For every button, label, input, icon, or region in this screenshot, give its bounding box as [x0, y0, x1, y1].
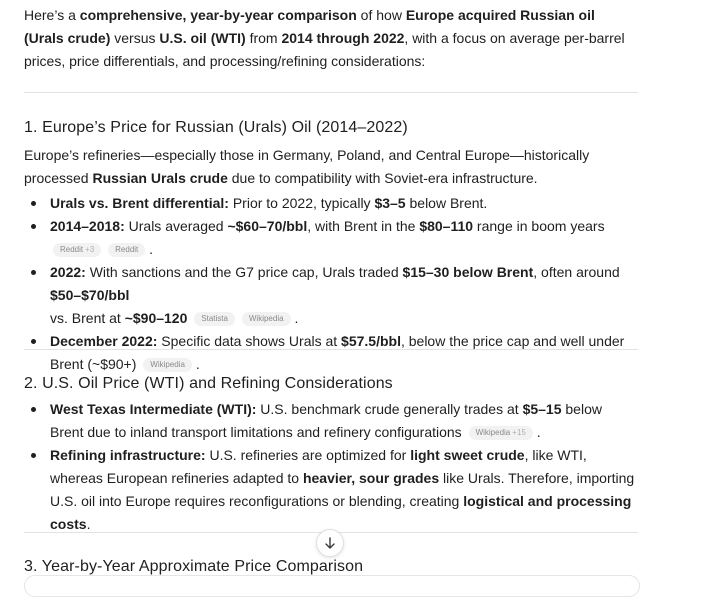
source-chip-reddit[interactable]: Reddit	[108, 243, 145, 257]
bullet-label: West Texas Intermediate (WTI):	[50, 401, 257, 417]
bullet-label: 2022:	[50, 264, 86, 280]
bullet-text: below Brent.	[405, 195, 488, 211]
bullet-text: , with Brent in the	[307, 218, 420, 234]
list-item	[24, 444, 638, 536]
bullet-text: Prior to 2022, typically	[228, 195, 375, 211]
bullet-bold: heavier, sour grades	[302, 470, 440, 486]
bullet-bold: $5–15	[522, 401, 562, 417]
bullet-label: Urals vs. Brent differential:	[50, 195, 229, 211]
intro-bold: Europe acquired Russian oil (Urals crude)	[24, 7, 595, 46]
bullet-text: .	[86, 516, 91, 532]
paragraph-text: due to compatibility with Soviet-era infrastructure.	[227, 170, 538, 186]
bullet-text: .	[294, 310, 299, 326]
paragraph-text: Europe’s refineries—especially those in Germany, Poland, and Central Europe—historically processed	[24, 147, 590, 186]
chip-count: +15	[512, 428, 526, 437]
chip-label: Reddit	[60, 245, 84, 254]
bullet-bold: ~$90–120	[124, 310, 188, 326]
intro-paragraph	[24, 4, 638, 73]
intro-bold: 2014 through 2022	[281, 30, 405, 46]
bullet-bold: $15–30 below Brent	[402, 264, 534, 280]
bullet-text: like Urals. Therefore, importing U.S. oil into Europe requires reconfigurations or blending, creating	[50, 470, 635, 509]
list-item	[24, 398, 638, 444]
bullet-text: , often around	[533, 264, 620, 280]
paragraph-bold: Russian Urals crude	[92, 170, 228, 186]
arrow-down-icon	[323, 536, 337, 550]
bullet-text: , below the price cap and well under Brent (~$90+)	[50, 333, 625, 372]
list-item	[24, 261, 638, 330]
section-3-heading: 3. Year-by-Year Approximate Price Comparison	[24, 558, 364, 575]
bullet-text: With sanctions and the G7 price cap, Urals traded	[85, 264, 403, 280]
intro-text: from	[245, 30, 282, 46]
bullet-text: below Brent due to inland transport limitations and refinery configurations	[50, 401, 602, 440]
intro-text: Here’s a	[24, 7, 80, 23]
intro-text: versus	[110, 30, 160, 46]
chip-count: +3	[85, 245, 95, 254]
list-item	[24, 192, 638, 215]
section-divider	[24, 92, 638, 93]
scroll-to-bottom-button[interactable]	[316, 529, 344, 557]
bullet-label: December 2022:	[50, 333, 158, 349]
section-1-heading: 1. Europe’s Price for Russian (Urals) Oil (2014–2022)	[24, 119, 408, 136]
bullet-text: U.S. refineries are optimized for	[205, 447, 411, 463]
bullet-bold: $57.5/bbl	[341, 333, 401, 349]
bullet-bold: $50–$70/bbl	[50, 287, 130, 303]
list-item	[24, 215, 638, 261]
bullet-text: Urals averaged	[124, 218, 228, 234]
section-2-list	[24, 398, 638, 536]
list-item	[24, 330, 638, 376]
intro-bold: U.S. oil (WTI)	[159, 30, 246, 46]
source-chip-wikipedia[interactable]: Wikipedia	[242, 312, 291, 326]
bullet-text: .	[195, 356, 200, 372]
bullet-text: range in boom years	[473, 218, 605, 234]
bullet-bold: logistical and processing costs	[50, 493, 632, 532]
intro-text: of how	[356, 7, 406, 23]
bullet-text: Specific data shows Urals at	[157, 333, 342, 349]
bullet-label: Refining infrastructure:	[50, 447, 206, 463]
section-2-heading: 2. U.S. Oil Price (WTI) and Refining Considerations	[24, 375, 393, 392]
bullet-text: U.S. benchmark crude generally trades at	[256, 401, 523, 417]
chip-label: Wikipedia	[475, 428, 511, 437]
bullet-bold: $80–110	[419, 218, 474, 234]
bullet-bold: light sweet crude	[410, 447, 525, 463]
source-chip-reddit[interactable]	[53, 243, 101, 257]
bullet-text: .	[536, 424, 541, 440]
intro-text: , with a focus on average per-barrel prices, price differentials, and processing/refining considerations:	[24, 30, 625, 69]
table-container-edge	[24, 575, 640, 597]
bullet-label: 2014–2018:	[50, 218, 125, 234]
section-divider	[24, 349, 638, 350]
bullet-text: vs. Brent at	[50, 310, 125, 326]
bullet-text: , like WTI, whereas European refineries adapted to	[50, 447, 587, 486]
bullet-bold: ~$60–70/bbl	[227, 218, 308, 234]
bullet-text: .	[149, 241, 154, 257]
section-1-paragraph	[24, 144, 638, 190]
bullet-bold: $3–5	[374, 195, 406, 211]
intro-bold: comprehensive, year-by-year comparison	[79, 7, 357, 23]
source-chip-wikipedia[interactable]	[469, 426, 533, 440]
source-chip-statista[interactable]: Statista	[194, 312, 235, 326]
source-chip-wikipedia[interactable]: Wikipedia	[143, 358, 192, 372]
